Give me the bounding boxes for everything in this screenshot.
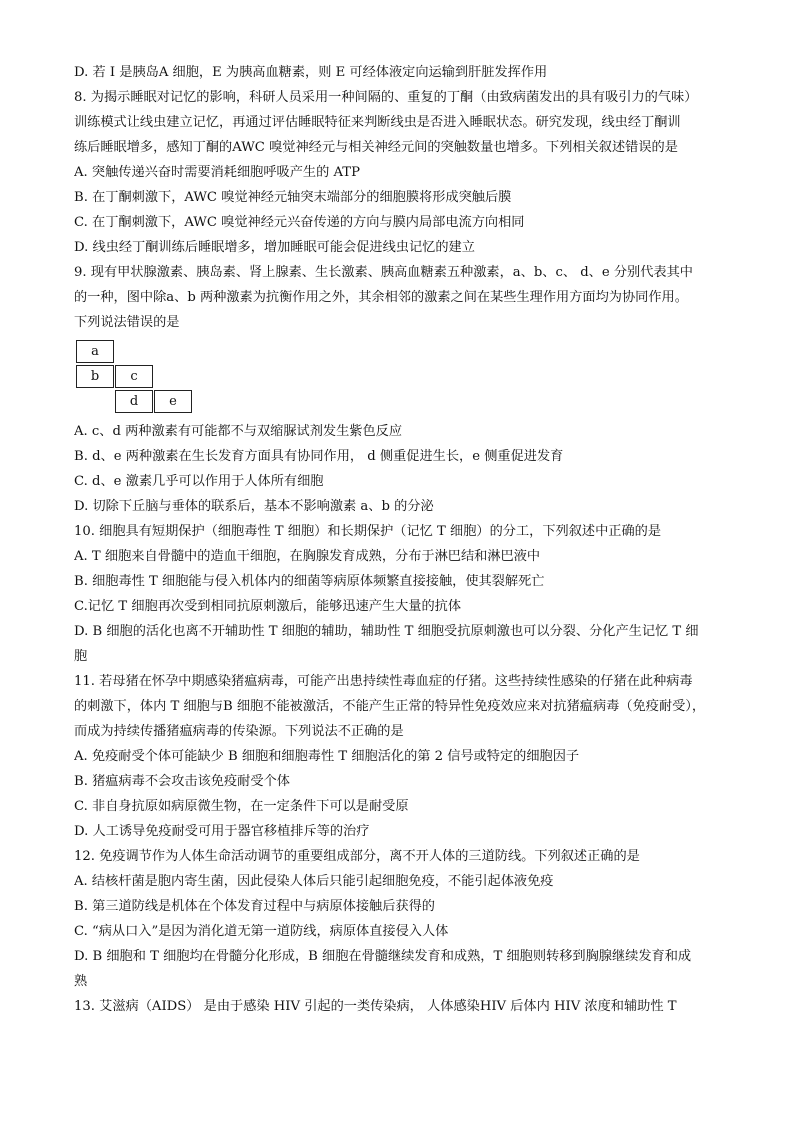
q9-option-d: D. 切除下丘脑与垂体的联系后，基本不影响激素 a、b 的分泌 — [74, 499, 434, 514]
q8-stem-line-2: 训练模式让线虫建立记忆，再通过评估睡眠特征来判断线虫是否进入睡眠状态。研究发现，线虫经丁酮训 — [74, 115, 681, 130]
q12-option-d-cont: 熟 — [74, 974, 88, 989]
q9-stem-line-1: 9. 现有甲状腺激素、胰岛素、肾上腺素、生长激素、胰高血糖素五种激素，a、b、c、 d、e 分别代表其中 — [74, 265, 693, 280]
q9-option-a: A. c、d 两种激素有可能都不与双缩脲试剂发生紫色反应 — [74, 424, 403, 439]
q11-option-c: C. 非自身抗原如病原微生物，在一定条件下可以是耐受原 — [74, 799, 409, 814]
q12-option-d: D. B 细胞和 T 细胞均在骨髓分化形成，B 细胞在骨髓继续发育和成熟，T 细胞则转移到胸腺继续发育和成 — [74, 949, 692, 964]
q10-option-c: C.记忆 T 细胞再次受到相同抗原刺激后，能够迅速产生大量的抗体 — [74, 599, 462, 614]
q8-option-d: D. 线虫经丁酮训练后睡眠增多，增加睡眠可能会促进线虫记忆的建立 — [74, 240, 475, 255]
q11-option-a: A. 免疫耐受个体可能缺少 B 细胞和细胞毒性 T 细胞活化的第 2 信号或特定的细胞因子 — [74, 749, 580, 764]
q12-option-c: C. “病从口入”是因为消化道无第一道防线，病原体直接侵入人体 — [74, 924, 449, 939]
diagram-cell-d: d — [115, 390, 153, 413]
diagram-cell-a: a — [76, 340, 114, 363]
q10-option-b: B. 细胞毒性 T 细胞能与侵入机体内的细菌等病原体频繁直接接触，使其裂解死亡 — [74, 574, 545, 589]
q8-option-b: B. 在丁酮刺激下，AWC 嗅觉神经元轴突末端部分的细胞膜将形成突触后膜 — [74, 190, 512, 205]
q9-option-c: C. d、e 激素几乎可以作用于人体所有细胞 — [74, 474, 324, 489]
q11-option-b: B. 猪瘟病毒不会攻击该免疫耐受个体 — [74, 774, 290, 789]
diagram-cell-e: e — [154, 390, 192, 413]
q11-stem-line-3: 而成为持续传播猪瘟病毒的传染源。下列说法不正确的是 — [74, 724, 404, 739]
q11-option-d: D. 人工诱导免疫耐受可用于器官移植排斥等的治疗 — [74, 824, 370, 839]
q8-option-a: A. 突触传递兴奋时需要消耗细胞呼吸产生的 ATP — [74, 165, 360, 180]
q10-option-d: D. B 细胞的活化也离不开辅助性 T 细胞的辅助，辅助性 T 细胞受抗原刺激也可以分裂、分化产生记忆 T 细 — [74, 624, 699, 639]
q8-stem-line-3: 练后睡眠增多，感知丁酮的AWC 嗅觉神经元与相关神经元间的突触数量也增多。下列相关叙述错误的是 — [74, 140, 678, 155]
q9-option-b: B. d、e 两种激素在生长发育方面具有协同作用， d 侧重促进生长，e 侧重促进发育 — [74, 449, 564, 464]
hormone-diagram — [76, 340, 196, 414]
q12-option-a: A. 结核杆菌是胞内寄生菌，因此侵染人体后只能引起细胞免疫，不能引起体液免疫 — [74, 874, 554, 889]
q7-option-d: D. 若 I 是胰岛A 细胞，E 为胰高血糖素，则 E 可经体液定向运输到肝脏发挥作用 — [74, 65, 548, 80]
diagram-cell-c: c — [115, 365, 153, 388]
q10-option-a: A. T 细胞来自骨髓中的造血干细胞，在胸腺发育成熟，分布于淋巴结和淋巴液中 — [74, 549, 541, 564]
q12-stem: 12. 免疫调节作为人体生命活动调节的重要组成部分，离不开人体的三道防线。下列叙述正确的是 — [74, 849, 640, 864]
q8-stem-line-1: 8. 为揭示睡眠对记忆的影响，科研人员采用一种间隔的、重复的丁酮（由致病菌发出的具有吸引力的气味） — [74, 90, 698, 105]
q11-stem-line-2: 的刺激下，体内 T 细胞与B 细胞不能被激活，不能产生正常的特异性免疫效应来对抗猪瘟病毒（免疫耐受）， — [74, 699, 706, 714]
diagram-cell-b: b — [76, 365, 114, 388]
q11-stem-line-1: 11. 若母猪在怀孕中期感染猪瘟病毒，可能产出患持续性毒血症的仔猪。这些持续性感染的仔猪在此种病毒 — [74, 674, 693, 689]
q12-option-b: B. 第三道防线是机体在个体发育过程中与病原体接触后获得的 — [74, 899, 435, 914]
q10-option-d-cont: 胞 — [74, 649, 88, 664]
q9-stem-line-2: 的一种，图中除a、b 两种激素为抗衡作用之外，其余相邻的激素之间在某些生理作用方面均为协同作用。 — [74, 290, 688, 305]
q9-stem-line-3: 下列说法错误的是 — [74, 315, 180, 330]
q10-stem: 10. 细胞具有短期保护（细胞毒性 T 细胞）和长期保护（记忆 T 细胞）的分工，下列叙述中正确的是 — [74, 524, 662, 539]
q8-option-c: C. 在丁酮刺激下，AWC 嗅觉神经元兴奋传递的方向与膜内局部电流方向相同 — [74, 215, 525, 230]
q13-stem: 13. 艾滋病（AIDS） 是由于感染 HIV 引起的一类传染病， 人体感染HIV 后体内 HIV 浓度和辅助性 T — [74, 999, 677, 1014]
